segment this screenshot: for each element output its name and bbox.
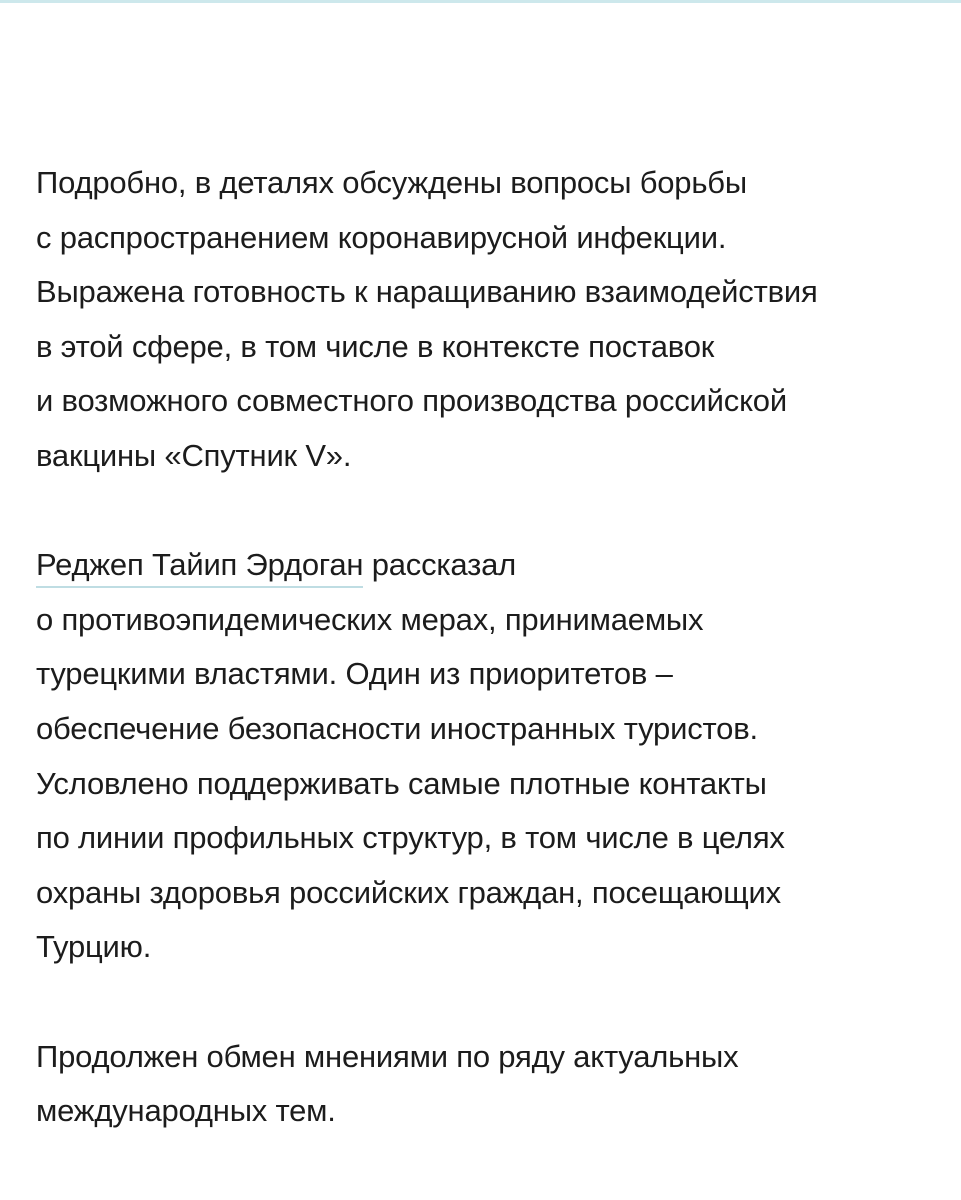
text-line: Подробно, в деталях обсуждены вопросы борьбы [36,165,747,200]
person-link-erdogan[interactable]: Реджеп Тайип Эрдоган [36,547,363,588]
top-divider [0,0,961,3]
text-line: и возможного совместного производства российской [36,383,787,419]
text-line: турецкими властями. Один из приоритетов – [36,656,673,692]
text-line: Продолжен обмен мнениями по ряду актуальных [36,1038,739,1074]
text-line: по линии профильных структур, в том числе в целях [36,820,785,856]
text-line: охраны здоровья российских граждан, посещающих [36,874,781,910]
text-line: вакцины «Спутник V». [36,437,352,473]
text-line: обеспечение безопасности иностранных туристов. [36,710,758,746]
paragraph-covid-cooperation [36,156,936,484]
text-line: международных тем. [36,1093,336,1129]
text-line: в этой сфере, в том числе в контексте поставок [36,328,715,364]
text-line: Выражена готовность к наращиванию взаимодействия [36,274,818,310]
paragraph-international-topics [36,1030,936,1139]
paragraph-erdogan-measures [36,538,936,975]
text-line: о противоэпидемических мерах, принимаемых [36,601,704,637]
article-body [36,156,936,1139]
text-line: с распространением коронавирусной инфекции. [36,219,727,255]
text-fragment: рассказал [363,547,517,583]
text-line: Условлено поддерживать самые плотные контакты [36,765,767,801]
text-line: Турцию. [36,929,152,965]
text-line [36,538,936,593]
